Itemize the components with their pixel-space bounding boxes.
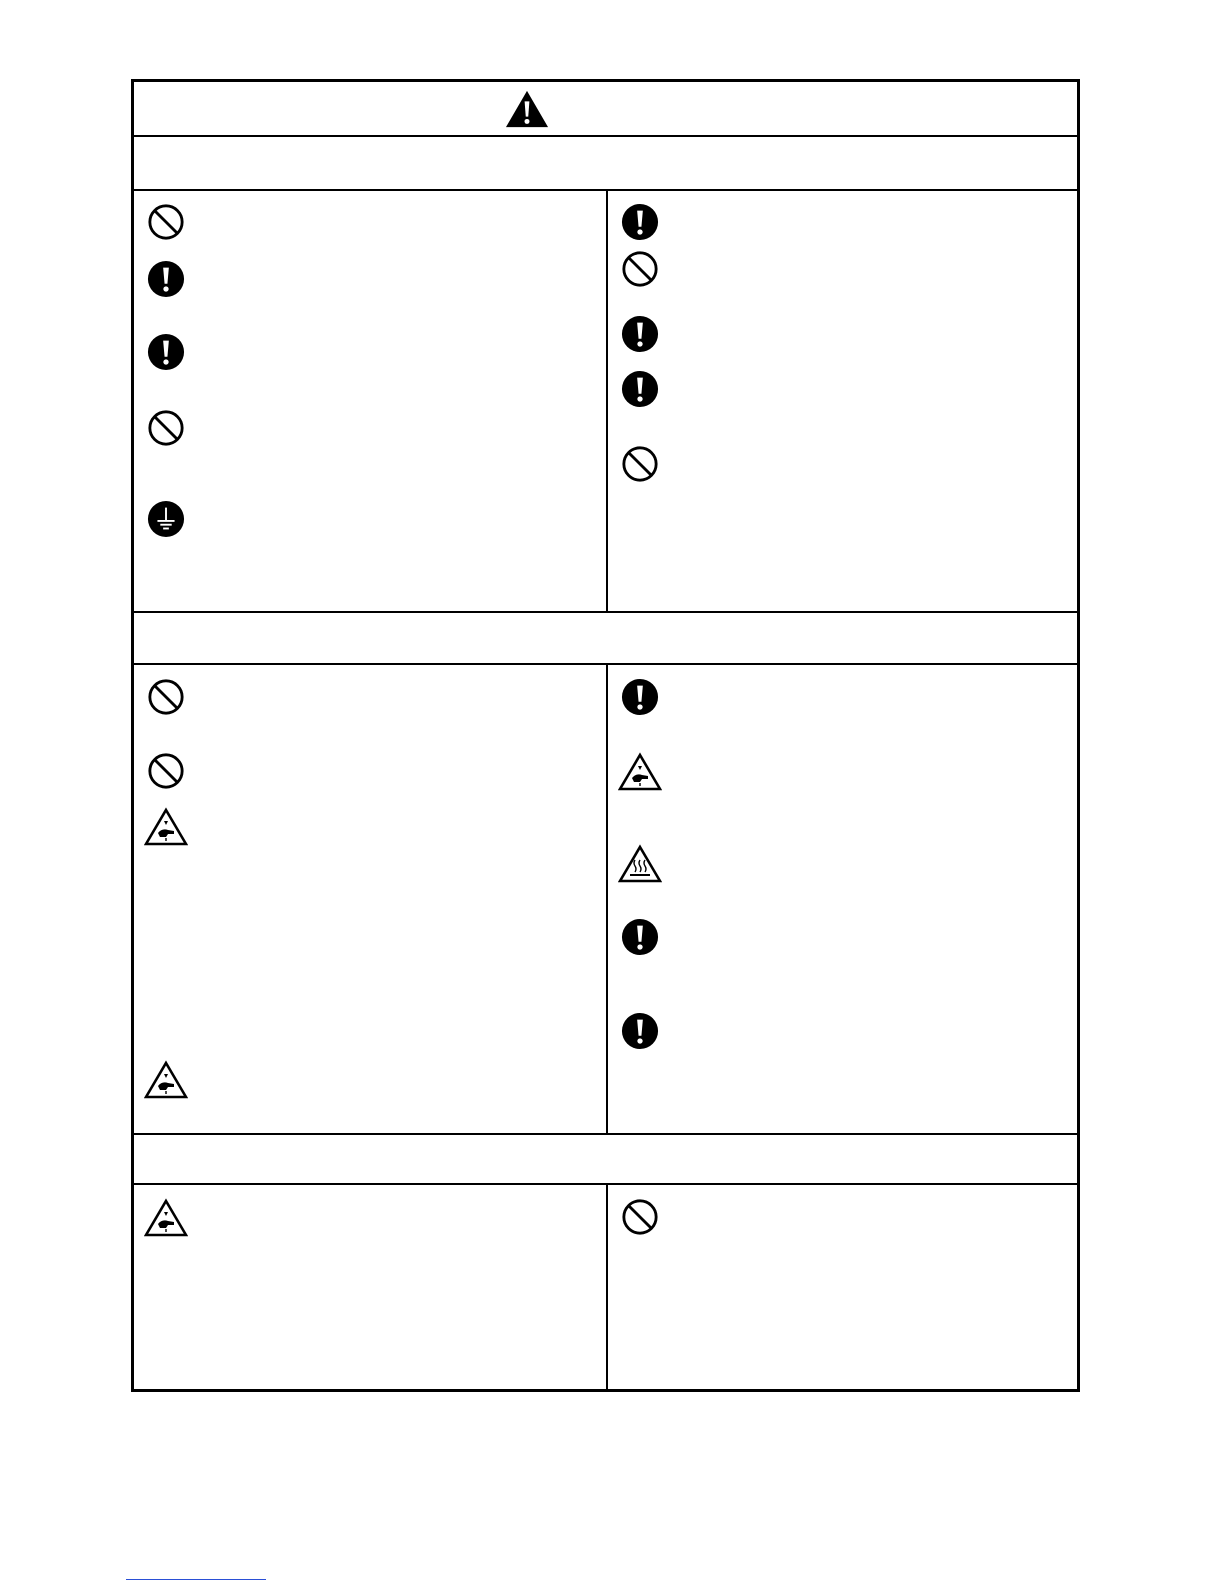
section-title-2 (134, 613, 1077, 663)
mandatory-icon (621, 315, 659, 353)
mandatory-icon (621, 678, 659, 716)
warning-triangle-icon (505, 89, 549, 129)
prohibition-icon (621, 1198, 659, 1236)
hand-injury-icon (144, 1060, 188, 1100)
hot-surface-icon (618, 844, 662, 884)
mandatory-icon (621, 370, 659, 408)
column-divider (606, 663, 608, 1133)
header-row (134, 82, 1077, 135)
hand-injury-icon (144, 1198, 188, 1238)
hand-injury-icon (618, 752, 662, 792)
column-divider (606, 189, 608, 611)
section-title-1 (134, 137, 1077, 189)
hand-injury-icon (144, 807, 188, 847)
mandatory-icon (621, 1012, 659, 1050)
prohibition-icon (621, 250, 659, 288)
safety-precautions-table (131, 79, 1080, 1392)
mandatory-icon (621, 203, 659, 241)
prohibition-icon (147, 203, 185, 241)
prohibition-icon (147, 752, 185, 790)
mandatory-icon (621, 918, 659, 956)
column-divider (606, 1183, 608, 1389)
mandatory-icon (147, 260, 185, 298)
prohibition-icon (147, 409, 185, 447)
ground-icon (147, 500, 185, 538)
prohibition-icon (147, 678, 185, 716)
prohibition-icon (621, 445, 659, 483)
bottom-link-underline (126, 1579, 266, 1580)
mandatory-icon (147, 333, 185, 371)
section-title-3 (134, 1135, 1077, 1183)
